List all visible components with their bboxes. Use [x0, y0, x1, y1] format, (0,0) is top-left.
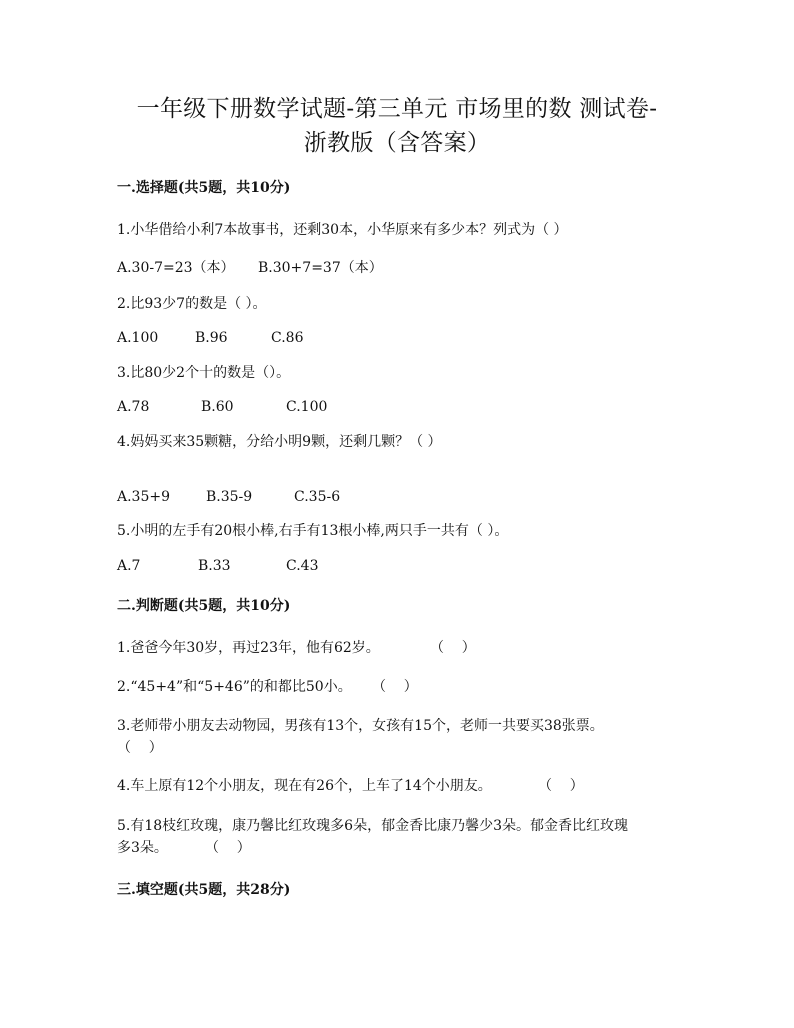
document-title-line-1: 一年级下册数学试题-第三单元 市场里的数 测试卷-: [136, 96, 658, 122]
choice-q3-option-c: C.100: [286, 399, 328, 415]
judge-question-1: 1.爸爸今年30岁，再过23年，他有62岁。: [117, 640, 380, 656]
judge-q5-answer-paren: （ ）: [205, 840, 251, 856]
choice-q3-option-b: B.60: [201, 399, 234, 415]
choice-question-5: 5.小明的左手有20根小棒,右手有13根小棒,两只手一共有（ ）。: [117, 523, 509, 539]
choice-q1-option-a: A.30-7=23（本）: [117, 260, 235, 276]
section-heading-judgement: 二.判断题(共5题，共10分): [117, 598, 291, 614]
judge-question-5-continued: 多3朵。: [117, 840, 168, 856]
choice-q2-option-a: A.100: [117, 330, 159, 346]
choice-question-4: 4.妈妈买来35颗糖，分给小明9颗，还剩几颗？（ ）: [117, 434, 442, 450]
document-title-line-2: 浙教版（含答案）: [303, 130, 491, 156]
section-heading-choice: 一.选择题(共5题，共10分): [117, 180, 291, 196]
choice-question-1: 1.小华借给小利7本故事书，还剩30本，小华原来有多少本？列式为（ ）: [117, 222, 568, 238]
judge-question-3: 3.老师带小朋友去动物园，男孩有13个，女孩有15个，老师一共要买38张票。: [117, 718, 604, 734]
choice-q4-option-b: B.35-9: [206, 489, 253, 505]
choice-question-2: 2.比93少7的数是（ ）。: [117, 296, 267, 312]
choice-q1-option-b: B.30+7=37（本）: [258, 260, 383, 276]
choice-q5-option-c: C.43: [286, 558, 319, 574]
choice-question-3: 3.比80少2个十的数是（）。: [117, 365, 291, 381]
judge-q3-answer-paren: （ ）: [117, 740, 163, 756]
section-heading-fill-in: 三.填空题(共5题，共28分): [117, 882, 291, 898]
choice-q2-option-c: C.86: [271, 330, 304, 346]
judge-q2-answer-paren: （ ）: [372, 679, 418, 695]
choice-q4-option-a: A.35+9: [117, 489, 171, 505]
choice-q2-option-b: B.96: [195, 330, 228, 346]
choice-q5-option-a: A.7: [117, 558, 141, 574]
judge-question-2: 2.“45+4”和“5+46”的和都比50小。: [117, 679, 352, 695]
choice-q3-option-a: A.78: [117, 399, 150, 415]
judge-q4-answer-paren: （ ）: [538, 778, 584, 794]
judge-question-4: 4.车上原有12个小朋友，现在有26个，上车了14个小朋友。: [117, 778, 492, 794]
choice-q4-option-c: C.35-6: [294, 489, 341, 505]
choice-q5-option-b: B.33: [198, 558, 231, 574]
judge-question-5: 5.有18枝红玫瑰，康乃馨比红玫瑰多6朵，郁金香比康乃馨少3朵。郁金香比红玫瑰: [117, 818, 628, 834]
judge-q1-answer-paren: （ ）: [430, 640, 476, 656]
